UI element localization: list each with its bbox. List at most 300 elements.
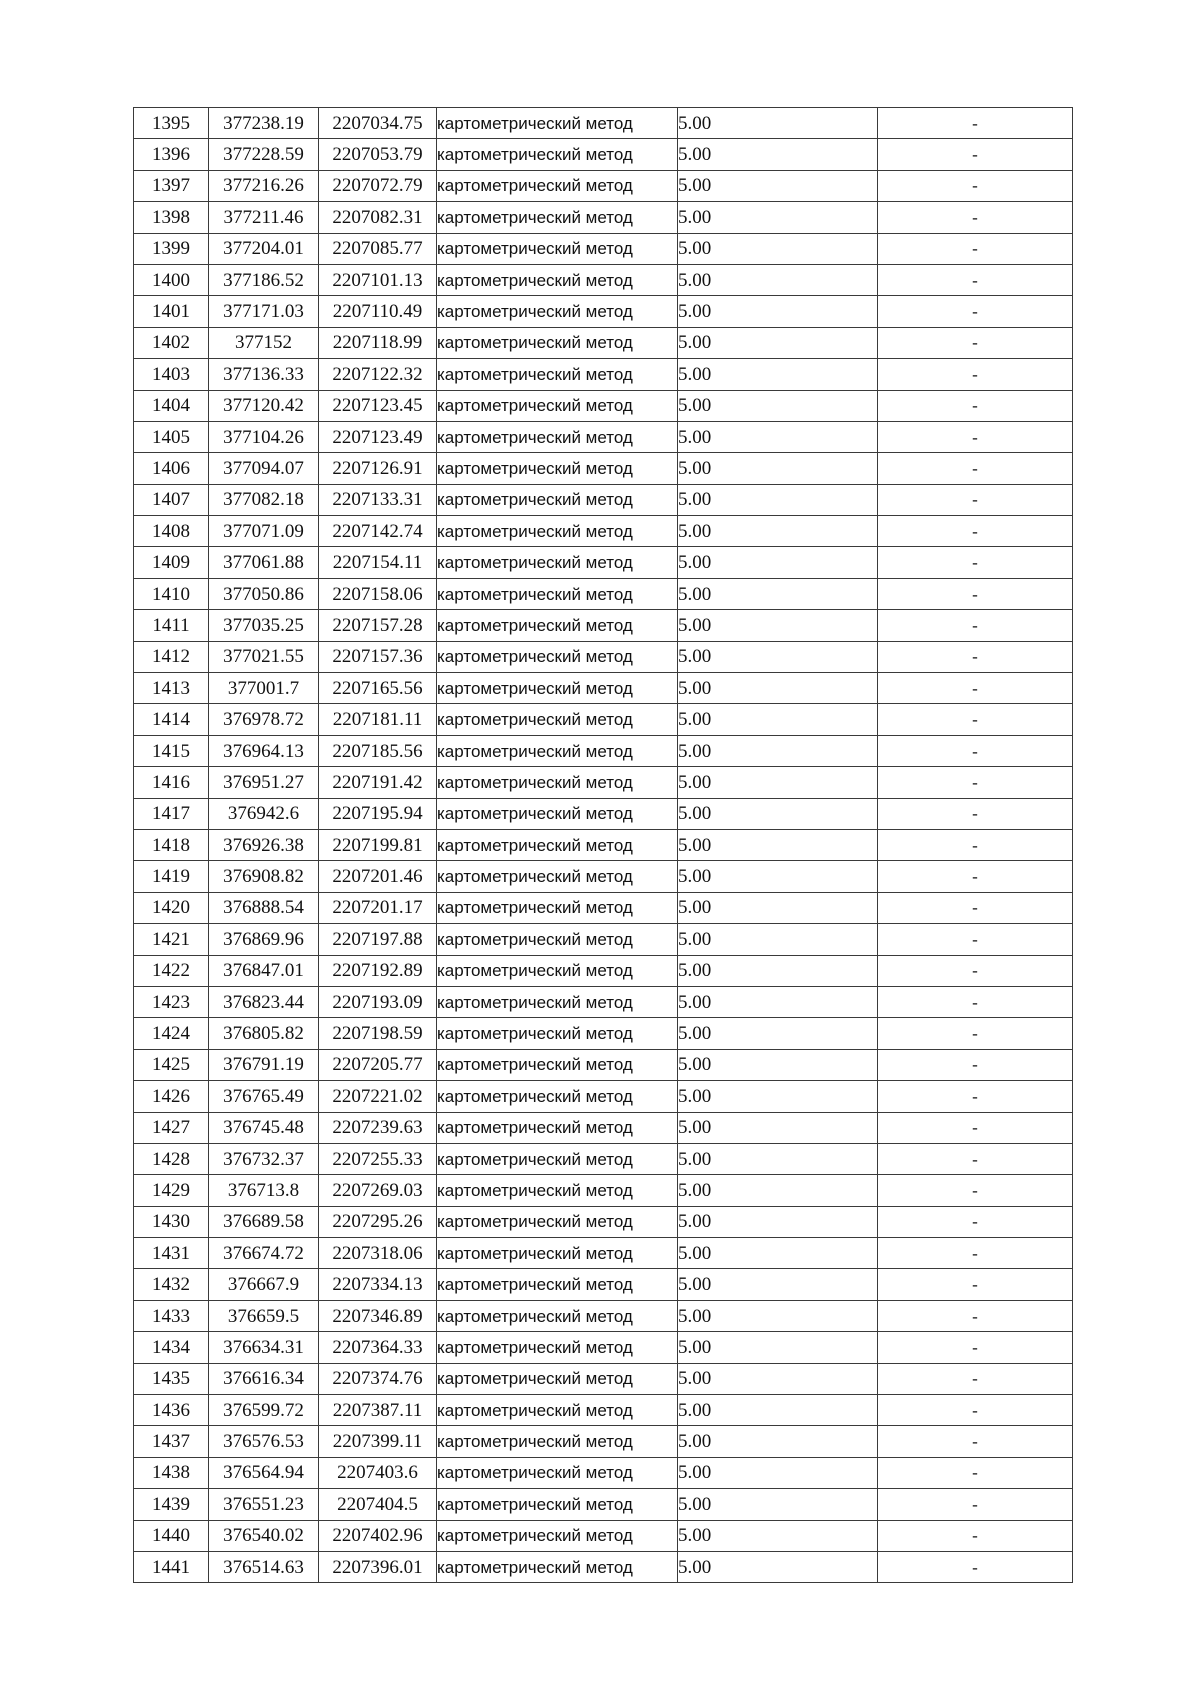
y-coordinate-cell: 2207123.49: [319, 421, 437, 452]
x-coordinate-cell: 377216.26: [209, 170, 319, 201]
method-cell: картометрический метод: [437, 1018, 678, 1049]
point-number-cell: 1425: [134, 1049, 209, 1080]
point-number-cell: 1437: [134, 1426, 209, 1457]
method-cell: картометрический метод: [437, 892, 678, 923]
note-cell: -: [878, 1206, 1073, 1237]
y-coordinate-cell: 2207197.88: [319, 924, 437, 955]
accuracy-cell: 5.00: [678, 264, 878, 295]
accuracy-cell: 5.00: [678, 516, 878, 547]
accuracy-cell: 5.00: [678, 610, 878, 641]
accuracy-cell: 5.00: [678, 233, 878, 264]
point-number-cell: 1404: [134, 390, 209, 421]
method-cell: картометрический метод: [437, 547, 678, 578]
y-coordinate-cell: 2207205.77: [319, 1049, 437, 1080]
accuracy-cell: 5.00: [678, 484, 878, 515]
point-number-cell: 1435: [134, 1363, 209, 1394]
accuracy-cell: 5.00: [678, 108, 878, 139]
x-coordinate-cell: 376616.34: [209, 1363, 319, 1394]
accuracy-cell: 5.00: [678, 359, 878, 390]
table-row: [134, 861, 1073, 892]
y-coordinate-cell: 2207318.06: [319, 1238, 437, 1269]
x-coordinate-cell: 376823.44: [209, 986, 319, 1017]
x-coordinate-cell: 376540.02: [209, 1520, 319, 1551]
method-cell: картометрический метод: [437, 1520, 678, 1551]
table-row: [134, 202, 1073, 233]
method-cell: картометрический метод: [437, 296, 678, 327]
table-row: [134, 704, 1073, 735]
x-coordinate-cell: 376659.5: [209, 1300, 319, 1331]
point-number-cell: 1440: [134, 1520, 209, 1551]
x-coordinate-cell: 377228.59: [209, 139, 319, 170]
table-row: [134, 735, 1073, 766]
accuracy-cell: 5.00: [678, 1018, 878, 1049]
table-row: [134, 767, 1073, 798]
table-row: [134, 673, 1073, 704]
note-cell: -: [878, 955, 1073, 986]
table-row: [134, 578, 1073, 609]
note-cell: -: [878, 1049, 1073, 1080]
accuracy-cell: 5.00: [678, 798, 878, 829]
y-coordinate-cell: 2207199.81: [319, 829, 437, 860]
accuracy-cell: 5.00: [678, 735, 878, 766]
note-cell: -: [878, 767, 1073, 798]
note-cell: -: [878, 1489, 1073, 1520]
x-coordinate-cell: 376576.53: [209, 1426, 319, 1457]
y-coordinate-cell: 2207110.49: [319, 296, 437, 327]
y-coordinate-cell: 2207198.59: [319, 1018, 437, 1049]
note-cell: -: [878, 892, 1073, 923]
method-cell: картометрический метод: [437, 1363, 678, 1394]
method-cell: картометрический метод: [437, 1300, 678, 1331]
point-number-cell: 1432: [134, 1269, 209, 1300]
note-cell: -: [878, 1143, 1073, 1174]
y-coordinate-cell: 2207193.09: [319, 986, 437, 1017]
x-coordinate-cell: 376964.13: [209, 735, 319, 766]
method-cell: картометрический метод: [437, 264, 678, 295]
accuracy-cell: 5.00: [678, 1332, 878, 1363]
y-coordinate-cell: 2207158.06: [319, 578, 437, 609]
point-number-cell: 1422: [134, 955, 209, 986]
y-coordinate-cell: 2207402.96: [319, 1520, 437, 1551]
method-cell: картометрический метод: [437, 673, 678, 704]
y-coordinate-cell: 2207101.13: [319, 264, 437, 295]
x-coordinate-cell: 376667.9: [209, 1269, 319, 1300]
x-coordinate-cell: 377094.07: [209, 453, 319, 484]
method-cell: картометрический метод: [437, 735, 678, 766]
point-number-cell: 1439: [134, 1489, 209, 1520]
method-cell: картометрический метод: [437, 359, 678, 390]
method-cell: картометрический метод: [437, 1395, 678, 1426]
note-cell: -: [878, 327, 1073, 358]
x-coordinate-cell: 377238.19: [209, 108, 319, 139]
method-cell: картометрический метод: [437, 233, 678, 264]
table-row: [134, 1112, 1073, 1143]
method-cell: картометрический метод: [437, 1426, 678, 1457]
table-row: [134, 1269, 1073, 1300]
note-cell: -: [878, 1269, 1073, 1300]
table-row: [134, 1300, 1073, 1331]
method-cell: картометрический метод: [437, 390, 678, 421]
method-cell: картометрический метод: [437, 484, 678, 515]
method-cell: картометрический метод: [437, 1457, 678, 1488]
note-cell: -: [878, 202, 1073, 233]
point-number-cell: 1421: [134, 924, 209, 955]
note-cell: -: [878, 829, 1073, 860]
table-row: [134, 233, 1073, 264]
note-cell: -: [878, 421, 1073, 452]
point-number-cell: 1418: [134, 829, 209, 860]
accuracy-cell: 5.00: [678, 170, 878, 201]
method-cell: картометрический метод: [437, 1143, 678, 1174]
x-coordinate-cell: 377071.09: [209, 516, 319, 547]
point-number-cell: 1429: [134, 1175, 209, 1206]
note-cell: -: [878, 798, 1073, 829]
point-number-cell: 1438: [134, 1457, 209, 1488]
accuracy-cell: 5.00: [678, 1269, 878, 1300]
accuracy-cell: 5.00: [678, 1143, 878, 1174]
method-cell: картометрический метод: [437, 202, 678, 233]
accuracy-cell: 5.00: [678, 1363, 878, 1394]
note-cell: -: [878, 359, 1073, 390]
x-coordinate-cell: 376978.72: [209, 704, 319, 735]
note-cell: -: [878, 1238, 1073, 1269]
method-cell: картометрический метод: [437, 1175, 678, 1206]
x-coordinate-cell: 376732.37: [209, 1143, 319, 1174]
y-coordinate-cell: 2207346.89: [319, 1300, 437, 1331]
x-coordinate-cell: 377050.86: [209, 578, 319, 609]
note-cell: -: [878, 453, 1073, 484]
y-coordinate-cell: 2207374.76: [319, 1363, 437, 1394]
table-row: [134, 484, 1073, 515]
table-row: [134, 924, 1073, 955]
accuracy-cell: 5.00: [678, 955, 878, 986]
note-cell: -: [878, 1426, 1073, 1457]
accuracy-cell: 5.00: [678, 1426, 878, 1457]
point-number-cell: 1433: [134, 1300, 209, 1331]
method-cell: картометрический метод: [437, 704, 678, 735]
y-coordinate-cell: 2207053.79: [319, 139, 437, 170]
point-number-cell: 1420: [134, 892, 209, 923]
method-cell: картометрический метод: [437, 453, 678, 484]
point-number-cell: 1415: [134, 735, 209, 766]
y-coordinate-cell: 2207239.63: [319, 1112, 437, 1143]
method-cell: картометрический метод: [437, 767, 678, 798]
note-cell: -: [878, 547, 1073, 578]
accuracy-cell: 5.00: [678, 829, 878, 860]
table-row: [134, 1332, 1073, 1363]
accuracy-cell: 5.00: [678, 296, 878, 327]
y-coordinate-cell: 2207191.42: [319, 767, 437, 798]
x-coordinate-cell: 376514.63: [209, 1551, 319, 1582]
point-number-cell: 1403: [134, 359, 209, 390]
x-coordinate-cell: 376551.23: [209, 1489, 319, 1520]
note-cell: -: [878, 1395, 1073, 1426]
table-row: [134, 264, 1073, 295]
table-row: [134, 1457, 1073, 1488]
x-coordinate-cell: 376689.58: [209, 1206, 319, 1237]
table-row: [134, 892, 1073, 923]
point-number-cell: 1405: [134, 421, 209, 452]
point-number-cell: 1426: [134, 1081, 209, 1112]
note-cell: -: [878, 1018, 1073, 1049]
x-coordinate-cell: 376805.82: [209, 1018, 319, 1049]
y-coordinate-cell: 2207142.74: [319, 516, 437, 547]
y-coordinate-cell: 2207154.11: [319, 547, 437, 578]
method-cell: картометрический метод: [437, 578, 678, 609]
accuracy-cell: 5.00: [678, 1238, 878, 1269]
note-cell: -: [878, 233, 1073, 264]
y-coordinate-cell: 2207085.77: [319, 233, 437, 264]
x-coordinate-cell: 377035.25: [209, 610, 319, 641]
method-cell: картометрический метод: [437, 1238, 678, 1269]
x-coordinate-cell: 376713.8: [209, 1175, 319, 1206]
note-cell: -: [878, 735, 1073, 766]
point-number-cell: 1417: [134, 798, 209, 829]
accuracy-cell: 5.00: [678, 202, 878, 233]
x-coordinate-cell: 376888.54: [209, 892, 319, 923]
x-coordinate-cell: 377120.42: [209, 390, 319, 421]
x-coordinate-cell: 376791.19: [209, 1049, 319, 1080]
y-coordinate-cell: 2207123.45: [319, 390, 437, 421]
accuracy-cell: 5.00: [678, 704, 878, 735]
accuracy-cell: 5.00: [678, 1489, 878, 1520]
table-row: [134, 641, 1073, 672]
note-cell: -: [878, 986, 1073, 1017]
table-row: [134, 516, 1073, 547]
note-cell: -: [878, 578, 1073, 609]
point-number-cell: 1402: [134, 327, 209, 358]
y-coordinate-cell: 2207122.32: [319, 359, 437, 390]
note-cell: -: [878, 1300, 1073, 1331]
method-cell: картометрический метод: [437, 1049, 678, 1080]
accuracy-cell: 5.00: [678, 861, 878, 892]
note-cell: -: [878, 1363, 1073, 1394]
accuracy-cell: 5.00: [678, 892, 878, 923]
point-number-cell: 1396: [134, 139, 209, 170]
table-row: [134, 1395, 1073, 1426]
method-cell: картометрический метод: [437, 861, 678, 892]
table-row: [134, 1206, 1073, 1237]
x-coordinate-cell: 377082.18: [209, 484, 319, 515]
y-coordinate-cell: 2207133.31: [319, 484, 437, 515]
table-row: [134, 610, 1073, 641]
y-coordinate-cell: 2207072.79: [319, 170, 437, 201]
note-cell: -: [878, 484, 1073, 515]
table-row: [134, 1520, 1073, 1551]
point-number-cell: 1434: [134, 1332, 209, 1363]
table-row: [134, 1049, 1073, 1080]
note-cell: -: [878, 1081, 1073, 1112]
table-row: [134, 327, 1073, 358]
x-coordinate-cell: 376634.31: [209, 1332, 319, 1363]
method-cell: картометрический метод: [437, 641, 678, 672]
table-row: [134, 1551, 1073, 1582]
y-coordinate-cell: 2207404.5: [319, 1489, 437, 1520]
table-row: [134, 1081, 1073, 1112]
y-coordinate-cell: 2207157.28: [319, 610, 437, 641]
table-row: [134, 798, 1073, 829]
point-number-cell: 1436: [134, 1395, 209, 1426]
y-coordinate-cell: 2207295.26: [319, 1206, 437, 1237]
method-cell: картометрический метод: [437, 1206, 678, 1237]
coordinates-table: [133, 107, 1073, 1583]
x-coordinate-cell: 377061.88: [209, 547, 319, 578]
table-row: [134, 108, 1073, 139]
y-coordinate-cell: 2207403.6: [319, 1457, 437, 1488]
y-coordinate-cell: 2207201.46: [319, 861, 437, 892]
note-cell: -: [878, 610, 1073, 641]
x-coordinate-cell: 376674.72: [209, 1238, 319, 1269]
point-number-cell: 1409: [134, 547, 209, 578]
point-number-cell: 1406: [134, 453, 209, 484]
x-coordinate-cell: 377186.52: [209, 264, 319, 295]
table-row: [134, 1143, 1073, 1174]
y-coordinate-cell: 2207082.31: [319, 202, 437, 233]
x-coordinate-cell: 376847.01: [209, 955, 319, 986]
point-number-cell: 1401: [134, 296, 209, 327]
point-number-cell: 1431: [134, 1238, 209, 1269]
table-row: [134, 1018, 1073, 1049]
x-coordinate-cell: 377104.26: [209, 421, 319, 452]
y-coordinate-cell: 2207269.03: [319, 1175, 437, 1206]
point-number-cell: 1413: [134, 673, 209, 704]
y-coordinate-cell: 2207195.94: [319, 798, 437, 829]
accuracy-cell: 5.00: [678, 986, 878, 1017]
method-cell: картометрический метод: [437, 327, 678, 358]
table-row: [134, 421, 1073, 452]
accuracy-cell: 5.00: [678, 1081, 878, 1112]
note-cell: -: [878, 1112, 1073, 1143]
point-number-cell: 1423: [134, 986, 209, 1017]
note-cell: -: [878, 1175, 1073, 1206]
table-row: [134, 547, 1073, 578]
y-coordinate-cell: 2207399.11: [319, 1426, 437, 1457]
y-coordinate-cell: 2207185.56: [319, 735, 437, 766]
table-row: [134, 1363, 1073, 1394]
accuracy-cell: 5.00: [678, 1049, 878, 1080]
method-cell: картометрический метод: [437, 798, 678, 829]
point-number-cell: 1412: [134, 641, 209, 672]
method-cell: картометрический метод: [437, 108, 678, 139]
note-cell: -: [878, 641, 1073, 672]
accuracy-cell: 5.00: [678, 578, 878, 609]
accuracy-cell: 5.00: [678, 1520, 878, 1551]
point-number-cell: 1441: [134, 1551, 209, 1582]
y-coordinate-cell: 2207396.01: [319, 1551, 437, 1582]
x-coordinate-cell: 377021.55: [209, 641, 319, 672]
method-cell: картометрический метод: [437, 1112, 678, 1143]
note-cell: -: [878, 673, 1073, 704]
note-cell: -: [878, 296, 1073, 327]
table-row: [134, 170, 1073, 201]
y-coordinate-cell: 2207255.33: [319, 1143, 437, 1174]
method-cell: картометрический метод: [437, 924, 678, 955]
table-row: [134, 139, 1073, 170]
y-coordinate-cell: 2207118.99: [319, 327, 437, 358]
y-coordinate-cell: 2207034.75: [319, 108, 437, 139]
method-cell: картометрический метод: [437, 139, 678, 170]
x-coordinate-cell: 376951.27: [209, 767, 319, 798]
x-coordinate-cell: 376942.6: [209, 798, 319, 829]
y-coordinate-cell: 2207221.02: [319, 1081, 437, 1112]
note-cell: -: [878, 704, 1073, 735]
point-number-cell: 1398: [134, 202, 209, 233]
y-coordinate-cell: 2207157.36: [319, 641, 437, 672]
point-number-cell: 1407: [134, 484, 209, 515]
y-coordinate-cell: 2207192.89: [319, 955, 437, 986]
x-coordinate-cell: 376745.48: [209, 1112, 319, 1143]
accuracy-cell: 5.00: [678, 1112, 878, 1143]
x-coordinate-cell: 376599.72: [209, 1395, 319, 1426]
method-cell: картометрический метод: [437, 421, 678, 452]
point-number-cell: 1410: [134, 578, 209, 609]
point-number-cell: 1424: [134, 1018, 209, 1049]
accuracy-cell: 5.00: [678, 767, 878, 798]
note-cell: -: [878, 390, 1073, 421]
method-cell: картометрический метод: [437, 516, 678, 547]
x-coordinate-cell: 377211.46: [209, 202, 319, 233]
accuracy-cell: 5.00: [678, 1300, 878, 1331]
x-coordinate-cell: 376908.82: [209, 861, 319, 892]
x-coordinate-cell: 376926.38: [209, 829, 319, 860]
table-row: [134, 390, 1073, 421]
x-coordinate-cell: 377001.7: [209, 673, 319, 704]
accuracy-cell: 5.00: [678, 673, 878, 704]
y-coordinate-cell: 2207201.17: [319, 892, 437, 923]
x-coordinate-cell: 376765.49: [209, 1081, 319, 1112]
table-row: [134, 359, 1073, 390]
y-coordinate-cell: 2207334.13: [319, 1269, 437, 1300]
x-coordinate-cell: 377152: [209, 327, 319, 358]
method-cell: картометрический метод: [437, 955, 678, 986]
point-number-cell: 1427: [134, 1112, 209, 1143]
method-cell: картометрический метод: [437, 170, 678, 201]
point-number-cell: 1414: [134, 704, 209, 735]
accuracy-cell: 5.00: [678, 1551, 878, 1582]
x-coordinate-cell: 376869.96: [209, 924, 319, 955]
point-number-cell: 1430: [134, 1206, 209, 1237]
table-row: [134, 453, 1073, 484]
accuracy-cell: 5.00: [678, 139, 878, 170]
x-coordinate-cell: 377136.33: [209, 359, 319, 390]
table-row: [134, 955, 1073, 986]
accuracy-cell: 5.00: [678, 327, 878, 358]
point-number-cell: 1411: [134, 610, 209, 641]
point-number-cell: 1400: [134, 264, 209, 295]
y-coordinate-cell: 2207364.33: [319, 1332, 437, 1363]
table-row: [134, 986, 1073, 1017]
point-number-cell: 1419: [134, 861, 209, 892]
accuracy-cell: 5.00: [678, 453, 878, 484]
coordinates-table-body: [134, 108, 1073, 1583]
accuracy-cell: 5.00: [678, 641, 878, 672]
method-cell: картометрический метод: [437, 986, 678, 1017]
accuracy-cell: 5.00: [678, 1395, 878, 1426]
point-number-cell: 1395: [134, 108, 209, 139]
table-row: [134, 1238, 1073, 1269]
method-cell: картометрический метод: [437, 1332, 678, 1363]
accuracy-cell: 5.00: [678, 924, 878, 955]
y-coordinate-cell: 2207387.11: [319, 1395, 437, 1426]
note-cell: -: [878, 1520, 1073, 1551]
accuracy-cell: 5.00: [678, 390, 878, 421]
method-cell: картометрический метод: [437, 1269, 678, 1300]
point-number-cell: 1397: [134, 170, 209, 201]
y-coordinate-cell: 2207126.91: [319, 453, 437, 484]
accuracy-cell: 5.00: [678, 547, 878, 578]
note-cell: -: [878, 1332, 1073, 1363]
accuracy-cell: 5.00: [678, 1175, 878, 1206]
